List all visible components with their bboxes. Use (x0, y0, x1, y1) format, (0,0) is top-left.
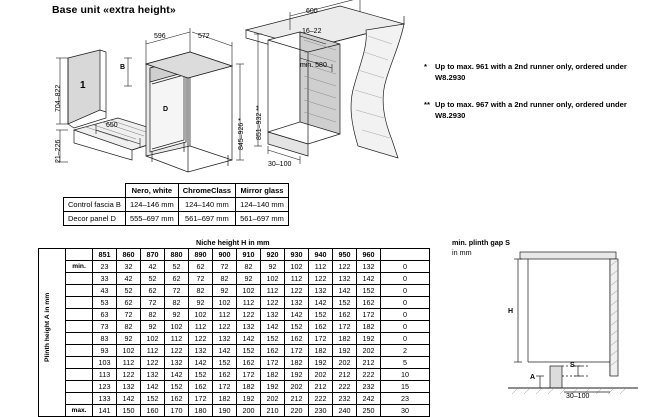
niche-cell: 142 (141, 381, 165, 393)
row-marker (66, 357, 93, 369)
niche-cell: 82 (213, 273, 237, 285)
fascia-cell: 555–697 mm (125, 212, 178, 226)
row-marker (66, 297, 93, 309)
drawing-svg (0, 0, 420, 182)
note-single-star (424, 62, 639, 83)
table-row (39, 393, 430, 405)
niche-cell: 222 (309, 393, 333, 405)
dim-600: 600 (306, 8, 318, 15)
niche-cell: 182 (333, 333, 357, 345)
row-marker: max. (66, 405, 93, 417)
niche-cell: 190 (213, 405, 237, 417)
plinth-label-h: H (508, 308, 514, 315)
plinth-label-a: A (530, 374, 536, 381)
niche-col-header: 851 (93, 249, 117, 261)
niche-cell: 210 (261, 405, 285, 417)
niche-cell: 112 (117, 357, 141, 369)
niche-cell: 192 (309, 357, 333, 369)
niche-cell: 132 (309, 285, 333, 297)
niche-cell: 113 (93, 369, 117, 381)
niche-cell: 92 (141, 321, 165, 333)
niche-cell: 92 (213, 285, 237, 297)
niche-cell: 103 (93, 357, 117, 369)
niche-cell: 162 (237, 357, 261, 369)
niche-cell: 192 (237, 393, 261, 405)
row-marker (66, 285, 93, 297)
gap-cell: 15 (381, 381, 430, 393)
gap-cell: 0 (381, 333, 430, 345)
dim-851-932: 851–932 ** (256, 105, 263, 140)
niche-cell: 152 (141, 393, 165, 405)
niche-cell: 152 (261, 333, 285, 345)
table-row (39, 405, 430, 417)
niche-cell: 42 (117, 273, 141, 285)
fascia-cell: 561–697 mm (236, 212, 289, 226)
niche-cell: 112 (285, 273, 309, 285)
niche-cell: 72 (165, 285, 189, 297)
niche-cell: 42 (141, 261, 165, 273)
niche-cell: 122 (333, 261, 357, 273)
gap-cell: 0 (381, 297, 430, 309)
niche-cell: 53 (93, 297, 117, 309)
niche-cell: 92 (189, 297, 213, 309)
niche-table-caption: Niche height H in mm (196, 238, 270, 247)
niche-cell: 52 (117, 285, 141, 297)
niche-cell: 142 (357, 273, 381, 285)
niche-cell: 182 (261, 369, 285, 381)
niche-cell: 122 (237, 309, 261, 321)
niche-col-header: 920 (261, 249, 285, 261)
niche-cell: 212 (309, 381, 333, 393)
note-text-double-star: Up to max. 967 with a 2nd runner only, ordered under W8.2930 (435, 100, 627, 120)
niche-cell: 222 (357, 369, 381, 381)
note-text-star: Up to max. 961 with a 2nd runner only, ordered under W8.2930 (435, 62, 627, 82)
niche-height-table (38, 248, 430, 417)
niche-cell: 142 (189, 357, 213, 369)
fascia-cell: 124–146 mm (125, 198, 178, 212)
niche-cell: 172 (189, 393, 213, 405)
niche-col-header: 870 (141, 249, 165, 261)
marker-header (66, 249, 93, 261)
niche-cell: 152 (333, 297, 357, 309)
table-row (39, 261, 430, 273)
niche-cell: 33 (93, 273, 117, 285)
niche-cell: 132 (165, 357, 189, 369)
niche-cell: 82 (237, 261, 261, 273)
row-marker (66, 369, 93, 381)
niche-cell: 150 (117, 405, 141, 417)
niche-cell: 142 (237, 333, 261, 345)
niche-cell: 202 (261, 393, 285, 405)
niche-cell: 202 (357, 345, 381, 357)
niche-cell: 122 (285, 285, 309, 297)
niche-cell: 142 (309, 297, 333, 309)
niche-cell: 122 (117, 369, 141, 381)
dim-845-926: 845–926 * (238, 118, 245, 150)
page-title: Base unit «extra height» (52, 4, 176, 16)
gap-cell: 10 (381, 369, 430, 381)
gap-cell: 0 (381, 321, 430, 333)
niche-cell: 152 (165, 381, 189, 393)
niche-col-header: 900 (213, 249, 237, 261)
niche-cell: 182 (285, 357, 309, 369)
row-marker (66, 273, 93, 285)
niche-cell: 232 (357, 381, 381, 393)
technical-drawing (0, 0, 420, 180)
niche-cell: 170 (165, 405, 189, 417)
plinth-dim-30-100: 30–100 (566, 393, 590, 400)
niche-cell: 152 (285, 321, 309, 333)
niche-cell: 172 (285, 345, 309, 357)
table-row (39, 357, 430, 369)
niche-cell: 172 (213, 381, 237, 393)
label-d: D (163, 106, 169, 113)
niche-cell: 92 (237, 273, 261, 285)
gap-cell: 0 (381, 285, 430, 297)
table-row (39, 273, 430, 285)
table-row (39, 297, 430, 309)
niche-cell: 72 (141, 297, 165, 309)
table-row (39, 285, 430, 297)
niche-cell: 82 (141, 309, 165, 321)
niche-col-header: 890 (189, 249, 213, 261)
plinth-detail-sketch (498, 250, 648, 398)
niche-cell: 212 (357, 357, 381, 369)
table-row (39, 321, 430, 333)
niche-cell: 82 (117, 321, 141, 333)
table-row (39, 309, 430, 321)
dim-16-22: 16–22 (302, 28, 322, 35)
niche-cell: 73 (93, 321, 117, 333)
row-axis-label-cell (39, 249, 66, 417)
niche-cell: 52 (141, 273, 165, 285)
niche-cell: 132 (285, 297, 309, 309)
niche-cell: 192 (357, 333, 381, 345)
niche-cell: 182 (357, 321, 381, 333)
table-row (39, 333, 430, 345)
label-b: B (120, 64, 126, 71)
dim-30-100: 30–100 (268, 161, 292, 168)
gap-caption-unit: in mm (452, 248, 472, 257)
niche-cell: 122 (165, 345, 189, 357)
niche-cell: 182 (309, 345, 333, 357)
niche-cell: 62 (141, 285, 165, 297)
table-header-row (39, 249, 430, 261)
gap-header (381, 249, 430, 261)
niche-cell: 112 (309, 261, 333, 273)
label-1: 1 (80, 80, 86, 91)
niche-cell: 172 (333, 321, 357, 333)
niche-cell: 122 (261, 297, 285, 309)
niche-cell: 102 (189, 309, 213, 321)
niche-cell: 132 (141, 369, 165, 381)
fascia-row-label-control: Control fascia B (64, 198, 126, 212)
niche-cell: 160 (141, 405, 165, 417)
niche-cell: 122 (309, 273, 333, 285)
niche-cell: 192 (261, 381, 285, 393)
niche-cell: 212 (333, 369, 357, 381)
niche-cell: 172 (357, 309, 381, 321)
niche-cell: 112 (261, 285, 285, 297)
niche-cell: 132 (117, 381, 141, 393)
niche-col-header: 960 (357, 249, 381, 261)
niche-cell: 92 (117, 333, 141, 345)
fascia-header-blank (64, 184, 126, 198)
niche-cell: 192 (285, 369, 309, 381)
niche-cell: 142 (285, 309, 309, 321)
niche-cell: 82 (189, 285, 213, 297)
niche-cell: 162 (189, 381, 213, 393)
niche-col-header: 880 (165, 249, 189, 261)
niche-cell: 200 (237, 405, 261, 417)
niche-cell: 142 (117, 393, 141, 405)
table-row (39, 345, 430, 357)
niche-cell: 141 (93, 405, 117, 417)
niche-cell: 232 (333, 393, 357, 405)
niche-cell: 202 (285, 381, 309, 393)
fascia-row-label-decor: Decor panel D (64, 212, 126, 226)
niche-col-header: 930 (285, 249, 309, 261)
niche-cell: 230 (309, 405, 333, 417)
gap-cell: 0 (381, 273, 430, 285)
niche-col-header: 860 (117, 249, 141, 261)
fascia-cell: 124–140 mm (236, 198, 289, 212)
niche-cell: 162 (213, 369, 237, 381)
niche-cell: 142 (165, 369, 189, 381)
niche-cell: 112 (189, 321, 213, 333)
row-marker: min. (66, 261, 93, 273)
niche-cell: 102 (141, 333, 165, 345)
fascia-table (63, 183, 289, 226)
dim-704-822: 704–822 (55, 84, 62, 112)
niche-cell: 112 (141, 345, 165, 357)
niche-cell: 93 (93, 345, 117, 357)
row-marker (66, 309, 93, 321)
niche-cell: 250 (357, 405, 381, 417)
niche-cell: 152 (213, 357, 237, 369)
niche-cell: 92 (261, 261, 285, 273)
gap-cell: 5 (381, 357, 430, 369)
niche-cell: 72 (189, 273, 213, 285)
fascia-header-mirror: Mirror glass (236, 184, 289, 198)
niche-cell: 132 (213, 333, 237, 345)
niche-cell: 23 (93, 261, 117, 273)
row-marker (66, 321, 93, 333)
niche-cell: 102 (285, 261, 309, 273)
fascia-cell: 124–140 mm (178, 198, 235, 212)
niche-cell: 112 (165, 333, 189, 345)
niche-cell: 112 (213, 309, 237, 321)
table-row (39, 369, 430, 381)
niche-cell: 83 (93, 333, 117, 345)
dim-min-580: min. 580 (300, 62, 327, 69)
niche-cell: 132 (261, 309, 285, 321)
niche-cell: 52 (165, 261, 189, 273)
gap-caption: min. plinth gap S (452, 238, 510, 247)
niche-cell: 32 (117, 261, 141, 273)
dim-572: 572 (198, 33, 210, 40)
row-marker (66, 345, 93, 357)
note-marker-double-star: ** (424, 100, 430, 109)
note-double-star (424, 100, 639, 121)
row-marker (66, 381, 93, 393)
niche-cell: 102 (117, 345, 141, 357)
gap-cell: 2 (381, 345, 430, 357)
table-row (64, 198, 289, 212)
niche-cell: 162 (309, 321, 333, 333)
niche-cell: 82 (165, 297, 189, 309)
niche-cell: 202 (333, 357, 357, 369)
niche-cell: 220 (285, 405, 309, 417)
dim-21-226: 21–226 (55, 139, 62, 163)
niche-cell: 43 (93, 285, 117, 297)
niche-cell: 102 (165, 321, 189, 333)
niche-cell: 132 (333, 273, 357, 285)
fascia-header-nero: Nero, white (125, 184, 178, 198)
niche-cell: 132 (189, 345, 213, 357)
niche-cell: 63 (93, 309, 117, 321)
row-marker (66, 333, 93, 345)
niche-cell: 152 (189, 369, 213, 381)
plinth-height-axis-label: Plinth height A in mm (44, 292, 51, 362)
niche-cell: 62 (189, 261, 213, 273)
niche-cell: 162 (165, 393, 189, 405)
niche-cell: 142 (213, 345, 237, 357)
niche-cell: 202 (309, 369, 333, 381)
gap-cell: 0 (381, 309, 430, 321)
niche-cell: 222 (333, 381, 357, 393)
niche-cell: 102 (213, 297, 237, 309)
plinth-svg (498, 250, 648, 398)
niche-cell: 212 (285, 393, 309, 405)
table-row (39, 381, 430, 393)
niche-cell: 162 (285, 333, 309, 345)
niche-cell: 152 (237, 345, 261, 357)
fascia-header-chromeclass: ChromeClass (178, 184, 235, 198)
niche-cell: 72 (117, 309, 141, 321)
table-header-row (64, 184, 289, 198)
niche-cell: 142 (333, 285, 357, 297)
niche-cell: 62 (117, 297, 141, 309)
niche-cell: 182 (237, 381, 261, 393)
niche-cell: 242 (357, 393, 381, 405)
niche-cell: 122 (189, 333, 213, 345)
gap-cell: 0 (381, 261, 430, 273)
fascia-cell: 561–697 mm (178, 212, 235, 226)
niche-cell: 182 (213, 393, 237, 405)
niche-cell: 162 (357, 297, 381, 309)
table-row (64, 212, 289, 226)
niche-cell: 152 (309, 309, 333, 321)
dim-650: 650 (106, 122, 118, 129)
niche-cell: 62 (165, 273, 189, 285)
niche-cell: 132 (357, 261, 381, 273)
niche-cell: 122 (213, 321, 237, 333)
niche-cell: 142 (261, 321, 285, 333)
niche-cell: 112 (237, 297, 261, 309)
niche-col-header: 950 (333, 249, 357, 261)
niche-cell: 122 (141, 357, 165, 369)
niche-cell: 132 (237, 321, 261, 333)
gap-cell: 23 (381, 393, 430, 405)
niche-cell: 102 (261, 273, 285, 285)
niche-col-header: 910 (237, 249, 261, 261)
niche-cell: 172 (261, 357, 285, 369)
note-marker-star: * (424, 62, 427, 71)
niche-cell: 102 (237, 285, 261, 297)
gap-cell: 30 (381, 405, 430, 417)
niche-cell: 172 (309, 333, 333, 345)
niche-cell: 152 (357, 285, 381, 297)
niche-cell: 72 (213, 261, 237, 273)
niche-col-header: 940 (309, 249, 333, 261)
plinth-label-s: S (570, 362, 575, 369)
niche-cell: 240 (333, 405, 357, 417)
niche-cell: 162 (261, 345, 285, 357)
row-marker (66, 393, 93, 405)
niche-cell: 192 (333, 345, 357, 357)
dim-596: 596 (154, 33, 166, 40)
niche-cell: 123 (93, 381, 117, 393)
niche-cell: 180 (189, 405, 213, 417)
niche-cell: 92 (165, 309, 189, 321)
niche-cell: 162 (333, 309, 357, 321)
niche-cell: 172 (237, 369, 261, 381)
niche-cell: 133 (93, 393, 117, 405)
